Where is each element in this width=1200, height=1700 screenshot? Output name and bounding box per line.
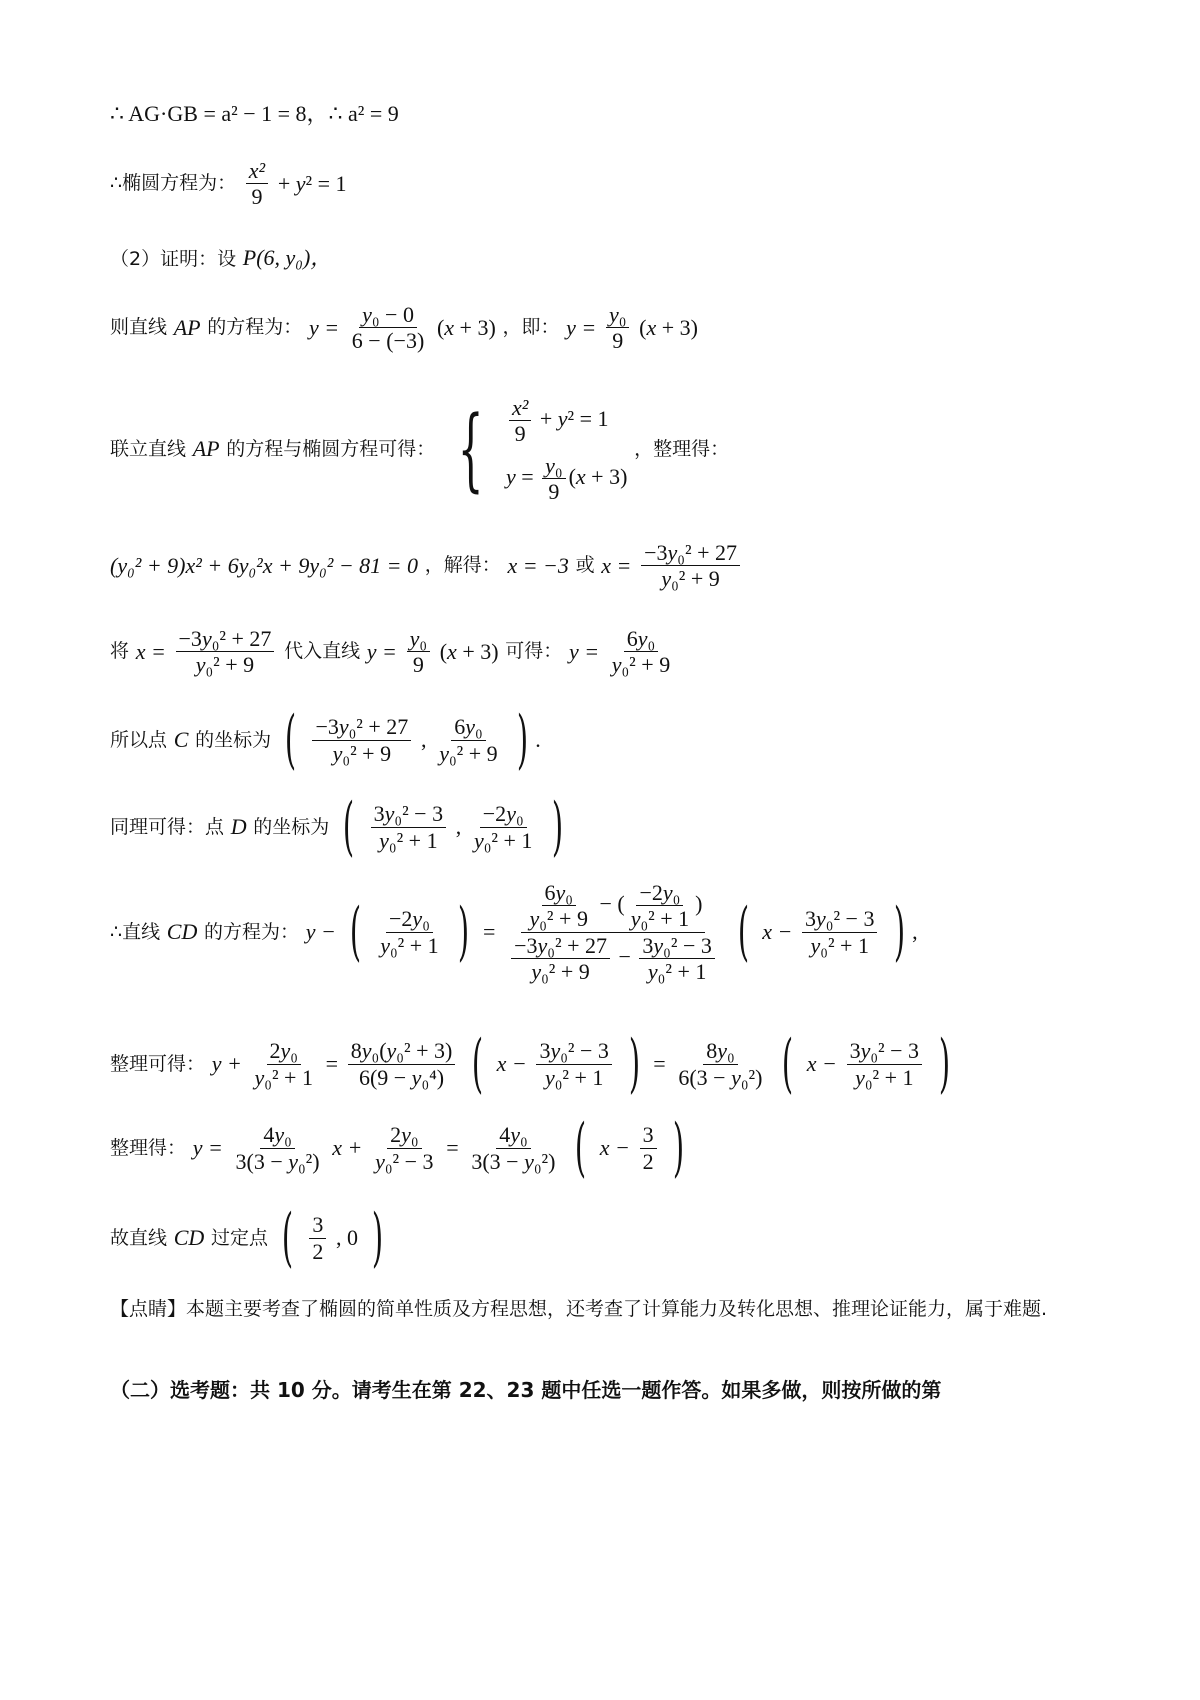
frac-cd-slope: $\frac{\text{6y₀}}{\text{y₀² + 9}}$ − ( $\frac{\text{−2y₀}}{\text{y₀² + 1}}$ ) $\frac{\text{−3y₀² + 27}}{\text{y₀² + 9}}$ − $\frac{\text{3y₀² − 3}}{\text{y₀² + 1}}$ (505, 880, 721, 984)
line-point-c: 所以点 C 的坐标为 ( $\frac{\text{−3y₀² + 27}}{\text{y₀² + 9}}$ , $\frac{\text{6y₀}}{\text{y₀² + 9}}$ ) . (110, 703, 541, 777)
math-plus-y2: + y² = 1 (277, 170, 347, 196)
comment-paragraph: 【点睛】本题主要考查了椭圆的简单性质及方程思想，还考查了计算能力及转化思想、推理论证能力，属于难题. (110, 1298, 1048, 1320)
label-line-cd: ∴直线 (110, 920, 161, 943)
label-ellipse: ∴椭圆方程为： (110, 172, 237, 195)
label-line: 则直线 (110, 316, 168, 339)
math-point-p: P(6, y₀)， (242, 245, 333, 270)
label-simplify-2: 整理得： (110, 1136, 187, 1159)
label-simplify-1: 整理可得： (110, 1052, 206, 1075)
label-coords: 的坐标为 (195, 728, 272, 751)
label-simplify: ，整理得： (634, 438, 730, 461)
label-coords-d: 的坐标为 (253, 815, 330, 838)
label-combine-b: 的方程与椭圆方程可得： (226, 438, 436, 461)
label-or: 或 (575, 554, 595, 577)
label-namely: ，即： (502, 316, 560, 339)
label-passes-point: 过定点 (210, 1226, 268, 1249)
left-brace: { (457, 396, 484, 502)
line-simplify-2: 整理得： y = $\frac{\text{4y₀}}{\text{3(3 − y₀²)}}$ x + $\frac{\text{2y₀}}{\text{y₀² − 3}}$ = $\frac{\text{4y₀}}{\text{3(3 − y₀²)}}$ ( x − $\frac{3}{2}$ ) (110, 1111, 685, 1185)
line-ellipse-equation (110, 158, 1110, 210)
label-cd-equation: 的方程为： (204, 920, 300, 943)
label-into-line: 代入直线 (284, 640, 361, 663)
label-yields: 可得： (505, 640, 563, 663)
label-similarly: 同理可得：点 (110, 815, 225, 838)
line-ag-gb (110, 100, 1110, 129)
math-quadratic: (y₀² + 9)x² + 6y₀²x + 9y₀² − 81 = 0 (110, 552, 419, 578)
label-equation: 的方程为： (207, 316, 303, 339)
line-point-d: 同理可得：点 D 的坐标为 ( $\frac{\text{3y₀² − 3}}{\text{y₀² + 1}}$ , $\frac{\text{−2y₀}}{\text{y₀² + 1}}$ ) (110, 790, 564, 864)
section-heading: （二）选考题：共 10 分。请考生在第 22、23 题中任选一题作答。如果多做，则按所做的第 (110, 1378, 942, 1402)
line-ap-equation: 则直线 AP 的方程为： y = $\frac{\text{y₀ − 0}}{6 - (-3)}$ (x + 3) ，即： y = $\frac{\text{y₀}}{9}$ (x + 3) (110, 302, 698, 354)
frac-x-root: $\frac{\text{−3y₀² + 27}}{\text{y₀² + 9}}$ (641, 540, 740, 592)
line-proof-start (110, 244, 1110, 273)
line-cd-equation: ∴直线 CD 的方程为： y − ( $\frac{\text{−2y₀}}{\text{y₀² + 1}}$ ) = $\frac{\text{6y₀}}{\text{y₀² + 9}}$ − ( $\frac{\text{−2y₀}}{\text{y₀² + 1}}$ ) $\frac{\text{−3y₀² + 27}}{\text{y₀² + 9}}$ − $\frac{\text{3y₀² − 3}}{\text{y₀² + 1}}$ ( x − $\frac{\text{3y₀² − 3}}{\text{y₀² + 1}}$ ) , (110, 880, 918, 984)
label-therefore-line: 故直线 (110, 1226, 168, 1249)
line-fixed-point: 故直线 CD 过定点 ( $\frac{3}{2}$ , 0 ) (110, 1201, 383, 1275)
line-simplify-1: 整理可得： y + $\frac{\text{2y₀}}{\text{y₀² + 1}}$ = $\frac{\text{8y₀(y₀² + 3)}}{\text{6(9 − y₀⁴)}}$ ( x − $\frac{\text{3y₀² − 3}}{\text{y₀² + 1}}$ ) = $\frac{\text{8y₀}}{\text{6(3 − y₀²)}}$ ( x − $\frac{\text{3y₀² − 3}}{\text{y₀² + 1}}$ ) (110, 1027, 950, 1101)
math-x-root: x = −3 (507, 552, 569, 578)
label-combine: 联立直线 (110, 438, 187, 461)
label-proof: （2）证明：设 (110, 248, 237, 270)
frac-x2-over-9: $\frac{\text{x²}}{9}$ (246, 158, 268, 210)
math-ag-gb: ∴ AG·GB = a² − 1 = 8，∴ a² = 9 (110, 101, 399, 126)
frac-slope: $\frac{\text{y₀ − 0}}{6 - (-3)}$ (351, 302, 425, 354)
line-substitute: 将 x = $\frac{\text{−3y₀² + 27}}{\text{y₀² + 9}}$ 代入直线 y = $\frac{\text{y₀}}{9}$ (x + 3) 可得： y = $\frac{\text{6y₀}}{\text{y₀² + 9}}$ (110, 626, 671, 678)
label-so-point: 所以点 (110, 728, 168, 751)
line-quadratic: (y₀² + 9)x² + 6y₀²x + 9y₀² − 81 = 0 ，解得： x = −3 或 x = $\frac{\text{−3y₀² + 27}}{\text{y₀² + 9}}$ (110, 540, 1110, 592)
frac-y0-over-9: $\frac{\text{y₀}}{9}$ (606, 302, 629, 354)
label-substitute: 将 (110, 640, 130, 663)
math-ap: AP (173, 314, 201, 340)
equation-system: $\frac{\text{x²}}{9}$ + y² = 1 y = $\frac{\text{y₀}}{9}$ (x + 3) (505, 395, 628, 504)
line-system: 联立直线 AP 的方程与椭圆方程可得： { $\frac{\text{x²}}{9}$ + y² = 1 y = $\frac{\text{y₀}}{9}$ (x + 3) ，整理得： (110, 395, 730, 504)
label-solve: ，解得： (424, 554, 501, 577)
